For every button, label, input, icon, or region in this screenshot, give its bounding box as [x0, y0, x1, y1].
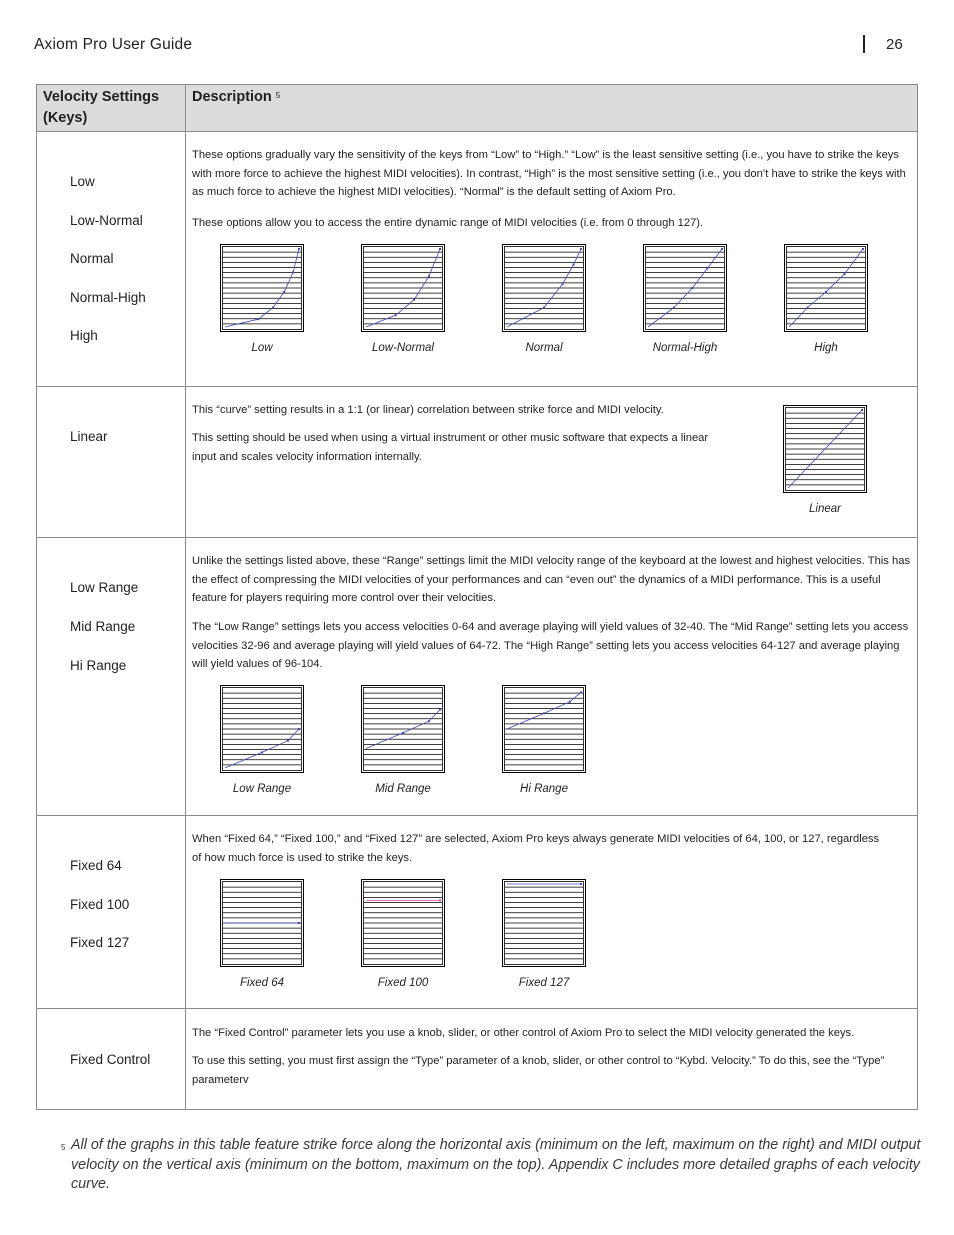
velocity-curve-graph: [220, 244, 304, 332]
curve-point: [580, 883, 582, 885]
description-paragraph: Unlike the settings listed above, these “Range” settings limit the MIDI velocity range of the keyboard at the lowest and highest velocities. This has the effect of compressing the MIDI velocities of your performances and can “even out” the dynamics of a MIDI performance. This is a useful feature for players requiring more control over their velocities.: [192, 555, 911, 605]
description-paragraph: These options gradually vary the sensitivity of the keys from “Low” to “High.” “Low” is the least sensitive setting (i.e., you have to strike the keys with more force to achieve the highest MIDI velocities). In contrast, “High” is the most sensitive setting (i.e., you don’t have to strike the keys with as much force to achieve the highest MIDI velocities). “Normal” is the default setting of Axiom Pro.: [192, 149, 906, 199]
column-divider: [185, 85, 186, 1109]
velocity-settings-table: [36, 84, 918, 1110]
graph-caption: Hi Range: [520, 783, 568, 795]
graph-normal: [502, 244, 586, 354]
curve-point: [439, 248, 441, 250]
curve-point: [298, 728, 300, 730]
footnote: 5 All of the graphs in this table feature strike force along the horizontal axis (minimum on the left, maximum on the right) and MIDI output velocity on the vertical axis (minimum on the bottom, maximum on the top). Appendix C includes more detailed graphs of each velocity curve.: [61, 1137, 921, 1192]
setting-low-range: Low Range: [70, 580, 139, 595]
graph-fixed-100: [361, 879, 445, 989]
curve-point: [844, 273, 846, 275]
setting-linear: Linear: [70, 429, 108, 444]
velocity-curve-graph: [361, 244, 445, 332]
graph-caption: Low Range: [232, 783, 292, 795]
graph-caption: Fixed 127: [518, 977, 570, 989]
page-number: 26: [886, 36, 903, 53]
curve-point: [428, 275, 430, 277]
curve-point: [825, 291, 827, 293]
curve-point: [721, 248, 723, 250]
velocity-curve-graph: [502, 244, 586, 332]
column-header-settings: Velocity Settings (Keys): [43, 89, 160, 126]
graph-high: [784, 244, 868, 354]
graph-caption: Fixed 100: [377, 977, 429, 989]
curve-point: [569, 701, 571, 703]
graph-mid-range: [361, 685, 445, 795]
curve-point: [402, 732, 404, 734]
graph-caption: High: [814, 342, 838, 354]
setting-normal: Normal: [70, 251, 114, 266]
description-paragraph: When “Fixed 64,” “Fixed 100,” and “Fixed 127” are selected, Axiom Pro keys always generate MIDI velocities of 64, 100, or 127, regardless of how much force is used to strike the keys.: [192, 833, 880, 864]
curve-point: [298, 248, 300, 250]
graph-low-range: [220, 685, 304, 795]
velocity-curve-graph: [783, 405, 867, 493]
curve-point: [861, 409, 863, 411]
curve-point: [673, 307, 675, 309]
graph-caption: Low: [251, 342, 273, 354]
curve-point: [298, 922, 300, 924]
graph-caption: Linear: [809, 503, 841, 515]
curve-point: [261, 751, 263, 753]
graph-caption: Low-Normal: [372, 342, 434, 354]
header-divider: [863, 35, 865, 53]
setting-mid-range: Mid Range: [70, 619, 136, 634]
curve-point: [439, 709, 441, 711]
velocity-curve-graph: [220, 685, 304, 773]
setting-hi-range: Hi Range: [70, 658, 127, 673]
description-paragraph: To use this setting, you must first assign the “Type” parameter of a knob, slider, or other control to “Kybd. Velocity.” To do this, see the “Type” parameterv: [192, 1055, 885, 1086]
curve-point: [580, 691, 582, 693]
velocity-curve-graph: [361, 879, 445, 967]
curve-point: [257, 318, 259, 320]
graph-caption: Fixed 64: [239, 977, 285, 989]
row-divider: [37, 1008, 917, 1009]
setting-fixed-100: Fixed 100: [70, 897, 130, 912]
graph-linear: [783, 405, 867, 515]
graph-low: [220, 244, 304, 354]
description-paragraph: These options allow you to access the entire dynamic range of MIDI velocities (i.e. from 0 through 127).: [192, 217, 704, 229]
row-divider: [37, 537, 917, 538]
graph-caption: Normal-High: [652, 342, 718, 354]
description-paragraph: The “Low Range” settings lets you access velocities 0-64 and average playing will yield values of 32-40. The “Mid Range” setting lets you access velocities 32-96 and average playing will yield values of 64-72. The “High Range” setting lets you access velocities 64-127 and average playing will yield values of 96-104.: [192, 621, 909, 671]
column-header-description: Description $^5$: [192, 89, 281, 105]
graph-hi-range: [502, 685, 586, 795]
curve-point: [807, 307, 809, 309]
description-paragraph: This “curve” setting results in a 1:1 (or linear) correlation between strike force and MIDI velocity.: [192, 404, 664, 416]
velocity-curve-graph: [643, 244, 727, 332]
curve-point: [395, 314, 397, 316]
setting-low-normal: Low-Normal: [70, 213, 143, 228]
curve-point: [691, 287, 693, 289]
setting-fixed-64: Fixed 64: [70, 858, 122, 873]
curve-point: [573, 264, 575, 266]
setting-normal-high: Normal-High: [70, 290, 146, 305]
setting-fixed-127: Fixed 127: [70, 935, 130, 950]
curve-point: [287, 740, 289, 742]
velocity-curve-graph: [502, 879, 586, 967]
row-divider: [37, 386, 917, 387]
curve-point: [543, 307, 545, 309]
curve-point: [706, 268, 708, 270]
curve-point: [439, 899, 441, 901]
graph-low-normal: [361, 244, 445, 354]
velocity-curve-graph: [361, 685, 445, 773]
graph-caption: Mid Range: [375, 783, 431, 795]
setting-high: High: [70, 328, 98, 343]
graph-normal-high: [643, 244, 727, 354]
curve-point: [292, 271, 294, 273]
curve-point: [413, 299, 415, 301]
graph-fixed-127: [502, 879, 586, 989]
description-paragraph: The “Fixed Control” parameter lets you use a knob, slider, or other control of Axiom Pro to select the MIDI velocity generated the keys.: [192, 1027, 855, 1039]
curve-point: [272, 307, 274, 309]
graph-caption: Normal: [525, 342, 563, 354]
velocity-curve-graph: [220, 879, 304, 967]
velocity-curve-graph: [502, 685, 586, 773]
setting-fixed-control: Fixed Control: [70, 1052, 151, 1067]
setting-low: Low: [70, 174, 95, 189]
curve-point: [562, 283, 564, 285]
curve-point: [862, 248, 864, 250]
row-divider: [37, 815, 917, 816]
header-title: Axiom Pro User Guide: [34, 36, 193, 53]
curve-point: [543, 712, 545, 714]
description-paragraph: This setting should be used when using a virtual instrument or other music software that expects a linear input and scales velocity information internally.: [192, 432, 709, 463]
curve-point: [428, 720, 430, 722]
graph-fixed-64: [220, 879, 304, 989]
velocity-curve-graph: [784, 244, 868, 332]
curve-point: [283, 291, 285, 293]
curve-point: [580, 248, 582, 250]
